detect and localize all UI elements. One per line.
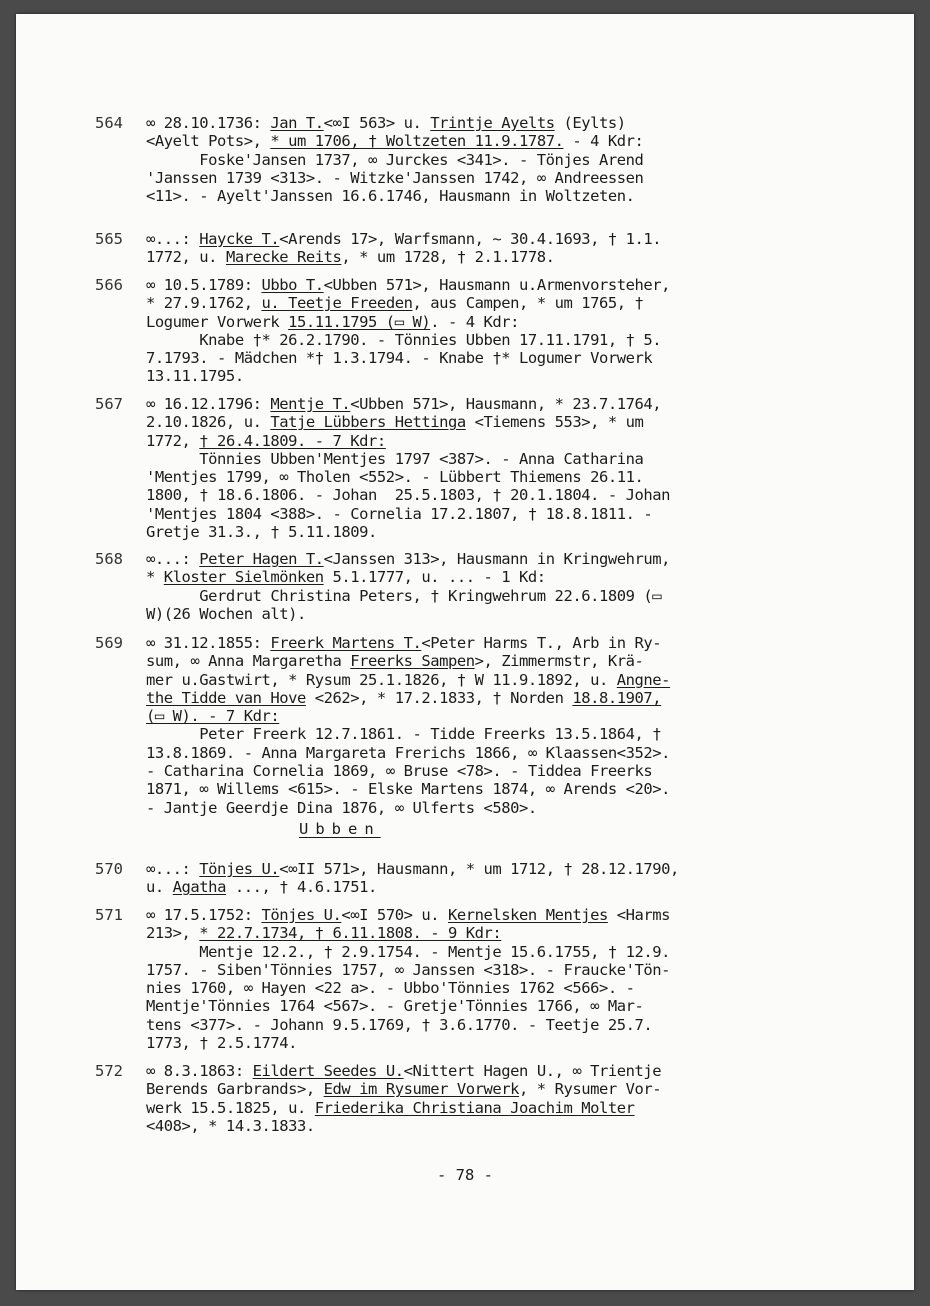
text-segment: 13.8.1869. - Anna Margareta Frerichs 1866, ∞ Klaassen<352>. — [146, 743, 671, 762]
entry-line — [146, 605, 846, 623]
entry-line — [146, 1117, 846, 1135]
text-segment: 1800, † 18.6.1806. - Johan 25.5.1803, † 20.1.1804. - Johan — [146, 486, 671, 505]
text-segment: - 4 Kdr: — [563, 132, 644, 151]
entry-line — [146, 689, 846, 707]
entry-line — [146, 413, 846, 431]
entry-line — [146, 943, 846, 961]
text-segment: ∞...: — [146, 230, 200, 248]
text-segment: <408>, * 14.3.1833. — [146, 1116, 315, 1135]
underlined-name: Friederika Christiana Joachim Molter — [314, 1098, 635, 1117]
entry-line — [146, 523, 846, 541]
underlined-name: Tönjes U. — [261, 906, 342, 924]
entry-line — [146, 997, 846, 1015]
text-segment: 2.10.1826, u. — [146, 413, 271, 432]
underlined-name: the Tidde van Hove — [146, 688, 306, 707]
text-segment: 213>, — [146, 924, 200, 943]
text-segment: <262>, * 17.2.1833, † Norden — [305, 688, 573, 707]
underlined-name: u. Teetje Freeden — [261, 294, 413, 313]
entry-line — [146, 725, 846, 743]
text-segment: , * um 1728, † 2.1.1778. — [341, 248, 555, 267]
underlined-name: Jan T. — [270, 114, 324, 132]
entry-line — [146, 349, 846, 367]
text-segment: 1773, † 2.5.1774. — [146, 1034, 297, 1053]
section-heading: Ubben — [299, 820, 381, 838]
entry-line — [146, 878, 846, 896]
text-segment: Peter Freerk 12.7.1861. - Tidde Freerks 13.5.1864, † — [146, 725, 662, 744]
entry-line — [146, 1062, 846, 1080]
entry-line — [146, 276, 846, 294]
entry-line — [146, 432, 846, 450]
entry-line — [146, 906, 846, 924]
underlined-name: * um 1706, † Woltzeten 11.9.1787. — [270, 132, 564, 151]
text-segment: - Jantje Geerdje Dina 1876, ∞ Ulferts <580>. — [146, 798, 537, 817]
underlined-name: * 22.7.1734, † 6.11.1808. - 9 Kdr: — [199, 924, 502, 943]
underlined-name: Eildert Seedes U. — [252, 1062, 404, 1080]
text-segment: <∞I 570> u. — [341, 906, 448, 924]
entry-line — [146, 780, 846, 798]
text-segment: <Ubben 571>, Hausmann u.Armenvorsteher, — [323, 276, 671, 294]
text-segment: <Arends 17>, Warfsmann, ~ 30.4.1693, † 1.1. — [279, 230, 662, 248]
entry-text — [146, 395, 846, 541]
text-segment: <Tiemens 553>, * um — [465, 413, 644, 432]
text-segment: <Peter Harms T., Arb in Ry- — [421, 634, 662, 652]
entry-text — [146, 550, 846, 623]
text-segment: mer u.Gastwirt, * Rysum 25.1.1826, † W 11.9.1892, u. — [146, 670, 617, 689]
text-segment: Logumer Vorwerk — [146, 312, 289, 331]
text-segment: - Catharina Cornelia 1869, ∞ Bruse <78>. - Tiddea Freerks — [146, 762, 653, 781]
underlined-name: 18.8.1907, — [572, 688, 662, 707]
page-number: - 78 - — [437, 1166, 493, 1184]
text-segment: Foske'Jansen 1737, ∞ Jurckes <341>. - Tönjes Arend — [146, 150, 644, 169]
text-segment: 7.1793. - Mädchen *† 1.3.1794. - Knabe †* Logumer Vorwerk — [146, 349, 653, 368]
text-segment: ∞ 31.12.1855: — [146, 634, 271, 652]
entry-line — [146, 634, 846, 652]
entry-text — [146, 276, 846, 386]
text-segment: 'Mentjes 1799, ∞ Tholen <552>. - Lübbert Thiemens 26.11. — [146, 468, 644, 487]
entry-line — [146, 979, 846, 997]
entry-line — [146, 707, 846, 725]
entry-line — [146, 132, 846, 150]
text-segment: Gretje 31.3., † 5.11.1809. — [146, 523, 377, 542]
entry-line — [146, 486, 846, 504]
text-segment: 13.11.1795. — [146, 367, 244, 386]
text-segment: (Eylts) — [554, 114, 626, 132]
entry-line — [146, 1080, 846, 1098]
entry-text — [146, 860, 846, 897]
text-segment: Tönnies Ubben'Mentjes 1797 <387>. - Anna Catharina — [146, 449, 644, 468]
text-segment: ..., † 4.6.1751. — [225, 878, 377, 897]
text-segment: 5.1.1777, u. ... - 1 Kd: — [323, 568, 546, 587]
entry-line — [146, 550, 846, 568]
text-segment: >, Zimmermstr, Krä- — [474, 652, 644, 671]
text-segment: 1772, — [146, 431, 200, 450]
entry-line — [146, 294, 846, 312]
entry-line — [146, 1016, 846, 1034]
entry-line — [146, 187, 846, 205]
text-segment: Mentje 12.2., † 2.9.1754. - Mentje 15.6.1755, † 12.9. — [146, 942, 671, 961]
underlined-name: Kloster Sielmönken — [163, 568, 324, 587]
underlined-name: 15.11.1795 (▭ W) — [288, 312, 431, 331]
entry-line — [146, 151, 846, 169]
entry-text — [146, 114, 846, 205]
entry-number: 565 — [95, 230, 123, 248]
text-segment: ∞ 8.3.1863: — [146, 1062, 253, 1080]
text-segment: ∞...: — [146, 550, 200, 568]
underlined-name: Freerk Martens T. — [270, 634, 422, 652]
text-segment: <∞I 563> u. — [323, 114, 431, 132]
text-segment: ∞ 16.12.1796: — [146, 395, 271, 413]
text-segment: * — [146, 568, 164, 587]
underlined-name: Haycke T. — [199, 230, 280, 248]
entry-number: 571 — [95, 906, 123, 924]
entry-line — [146, 671, 846, 689]
entry-text — [146, 634, 846, 817]
entry-line — [146, 468, 846, 486]
entry-number: 572 — [95, 1062, 123, 1080]
entry-line — [146, 762, 846, 780]
entry-line — [146, 744, 846, 762]
entry-line — [146, 1099, 846, 1117]
entry-line — [146, 961, 846, 979]
underlined-name: Mentje T. — [270, 395, 351, 413]
text-segment: nies 1760, ∞ Hayen <22 a>. - Ubbo'Tönnies 1762 <566>. - — [146, 979, 635, 998]
document-page — [16, 14, 914, 1290]
text-segment: <Ubben 571>, Hausmann, * 23.7.1764, — [350, 395, 662, 413]
entry-line — [146, 924, 846, 942]
underlined-name: Trintje Ayelts — [430, 114, 555, 132]
text-segment: sum, ∞ Anna Margaretha — [146, 652, 351, 671]
text-segment: tens <377>. - Johann 9.5.1769, † 3.6.1770. - Teetje 25.7. — [146, 1015, 653, 1034]
text-segment: Mentje'Tönnies 1764 <567>. - Gretje'Tönnies 1766, ∞ Mar- — [146, 997, 644, 1016]
entry-line — [146, 505, 846, 523]
entry-text — [146, 1062, 846, 1135]
text-segment: <Harms — [607, 906, 671, 924]
entry-number: 569 — [95, 634, 123, 652]
entry-text — [146, 906, 846, 1052]
underlined-name: † 26.4.1809. - 7 Kdr: — [199, 431, 386, 450]
entry-number: 570 — [95, 860, 123, 878]
text-segment: 1757. - Siben'Tönnies 1757, ∞ Janssen <318>. - Fraucke'Tön- — [146, 960, 671, 979]
entry-line — [146, 230, 846, 248]
entry-number: 568 — [95, 550, 123, 568]
entry-line — [146, 395, 846, 413]
entry-line — [146, 367, 846, 385]
underlined-name: Kernelsken Mentjes — [448, 906, 608, 924]
text-segment: ∞...: — [146, 860, 200, 878]
entry-line — [146, 587, 846, 605]
text-segment: <11>. - Ayelt'Janssen 16.6.1746, Hausmann in Woltzeten. — [146, 187, 635, 206]
text-segment: . - 4 Kdr: — [430, 312, 520, 331]
text-segment: 1871, ∞ Willems <615>. - Elske Martens 1874, ∞ Arends <20>. — [146, 780, 671, 799]
entry-line — [146, 799, 846, 817]
entry-line — [146, 114, 846, 132]
text-segment: Knabe †* 26.2.1790. - Tönnies Ubben 17.11.1791, † 5. — [146, 330, 662, 349]
entry-line — [146, 248, 846, 266]
underlined-name: Peter Hagen T. — [199, 550, 324, 568]
entry-line — [146, 450, 846, 468]
entry-line — [146, 568, 846, 586]
text-segment: <Nittert Hagen U., ∞ Trientje — [403, 1062, 662, 1080]
text-segment: Berends Garbrands>, — [146, 1080, 324, 1099]
underlined-name: Tönjes U. — [199, 860, 280, 878]
underlined-name: Freerks Sampen — [350, 652, 475, 671]
text-segment: ∞ 28.10.1736: — [146, 114, 271, 132]
text-segment: ∞ 17.5.1752: — [146, 906, 262, 924]
text-segment: <Ayelt Pots>, — [146, 132, 271, 151]
text-segment: <∞II 571>, Hausmann, * um 1712, † 28.12.1790, — [279, 860, 679, 878]
text-segment: u. — [146, 878, 173, 897]
text-segment: W)(26 Wochen alt). — [146, 604, 306, 623]
underlined-name: Marecke Reits — [225, 248, 342, 267]
text-segment: Gerdrut Christina Peters, † Kringwehrum 22.6.1809 (▭ — [146, 586, 662, 605]
text-segment: 1772, u. — [146, 248, 226, 267]
underlined-name: Angne- — [616, 670, 671, 689]
text-segment: ∞ 10.5.1789: — [146, 276, 262, 294]
text-segment: , * Rysumer Vor- — [519, 1080, 662, 1099]
entry-line — [146, 652, 846, 670]
text-segment: werk 15.5.1825, u. — [146, 1098, 315, 1117]
entry-number: 567 — [95, 395, 123, 413]
text-segment: * 27.9.1762, — [146, 294, 262, 313]
entry-line — [146, 331, 846, 349]
entry-line — [146, 313, 846, 331]
entry-number: 564 — [95, 114, 123, 132]
entry-line — [146, 860, 846, 878]
entry-text — [146, 230, 846, 267]
underlined-name: Agatha — [172, 878, 226, 897]
underlined-name: Edw im Rysumer Vorwerk — [323, 1080, 520, 1099]
entry-number: 566 — [95, 276, 123, 294]
underlined-name: (▭ W). - 7 Kdr: — [146, 707, 280, 726]
text-segment: , aus Campen, * um 1765, † — [412, 294, 644, 313]
underlined-name: Tatje Lübbers Hettinga — [270, 413, 466, 432]
text-segment: 'Mentjes 1804 <388>. - Cornelia 17.2.1807, † 18.8.1811. - — [146, 504, 653, 523]
underlined-name: Ubbo T. — [261, 276, 324, 294]
entry-line — [146, 1034, 846, 1052]
text-segment: <Janssen 313>, Hausmann in Kringwehrum, — [323, 550, 671, 568]
entry-line — [146, 169, 846, 187]
text-segment: 'Janssen 1739 <313>. - Witzke'Janssen 1742, ∞ Andreessen — [146, 168, 644, 187]
